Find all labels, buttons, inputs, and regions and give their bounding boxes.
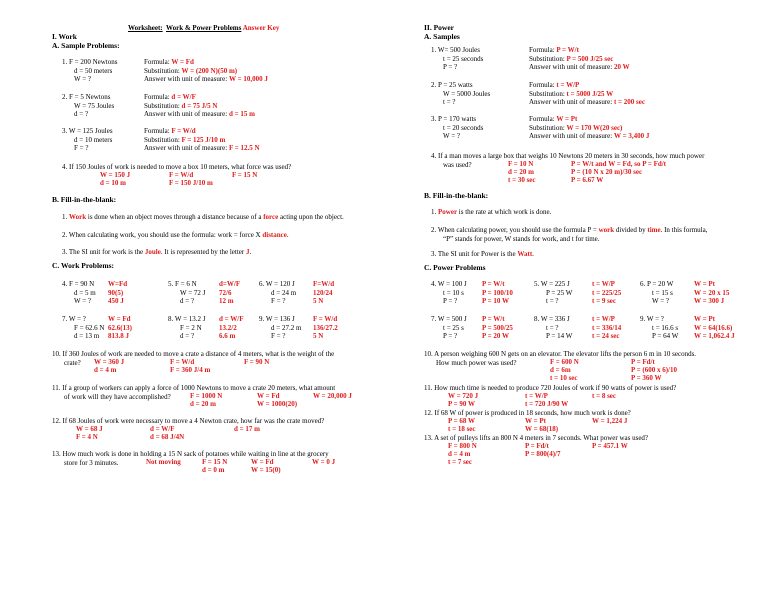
power-question-4: 4. If a man moves a large box that weighs 10 Newtons 20 meters in 30 seconds, how much power was used?	[431, 152, 705, 169]
work-q13-answer: F = 15 N	[202, 458, 228, 466]
power-q4-answer: d = 20 m	[508, 168, 534, 176]
work-answer-9: F = W/d 136/27.2 5 N	[313, 315, 338, 340]
power-sample-1-solution: Formula: P = W/t Substitution: P = 500 J/25 sec Answer with unit of measure: 20 W	[529, 46, 630, 71]
work-question-10: 10. If 360 Joules of work are needed to move a crate a distance of 4 meters, what is the weight of the crate?	[52, 350, 335, 367]
work-sample-1-given: 1. F = 200 Newtons d = 50 meters W = ?	[62, 58, 118, 83]
work-q12-answer: W = 68 J	[76, 425, 103, 433]
work-q4-answer: d = 10 m	[100, 179, 126, 187]
work-q10-answer: F = 360 J/4 m	[170, 366, 211, 374]
work-q4-answer: F = W/d	[169, 171, 194, 179]
work-fill-3: 3. The SI unit for work is the Joule. It is represented by the letter J.	[62, 248, 252, 256]
power-samples-heading: A. Samples	[424, 32, 460, 41]
section-power-heading: II. Power	[424, 23, 454, 32]
power-q10-answer: d = 6m	[550, 366, 571, 374]
work-q12-answer: F = 4 N	[76, 433, 98, 441]
power-problem-4: 4. W = 100 J t = 10 s P = ?	[431, 280, 467, 305]
work-q4-answer: F = 15 N	[232, 171, 258, 179]
work-answer-8: d = W/F 13.2/2 6.6 m	[219, 315, 244, 340]
work-sample-2-given: 2. F = 5 Newtons W = 75 Joules d = ?	[62, 93, 115, 118]
work-fill-2: 2. When calculating work, you should use the formula: work = force X distance.	[62, 231, 289, 239]
power-fill-3: 3. The SI unit for Power is the Watt.	[431, 250, 534, 258]
power-fill-heading: B. Fill-in-the-blank:	[424, 191, 489, 200]
power-sample-2-solution: Formula: t = W/P Substitution: t = 5000 J/25 W Answer with unit of measure: t = 200 sec	[529, 81, 645, 106]
work-problem-7: 7. W = ? F = 62.6 N d = 13 m	[62, 315, 105, 340]
power-question-11: 11. How much time is needed to produce 720 Joules of work if 90 watts of power is used?	[424, 384, 677, 392]
work-q10-answer: d = 4 m	[94, 366, 117, 374]
power-q11-answer: t = 8 sec	[592, 392, 617, 400]
power-q12-answer: t = 18 sec	[448, 425, 476, 433]
work-q13-answer: W = 0 J	[312, 458, 336, 466]
power-q13-answer: P = 457.1 W	[592, 442, 628, 450]
work-answer-5: d=W/F 72/6 12 m	[219, 280, 241, 305]
power-fill-2: 2. When calculating power, you should use the formula P = work divided by time. In this formula, “P” stands for power, W stands for work, and t for time.	[431, 226, 708, 243]
power-q10-answer: t = 10 sec	[550, 374, 578, 382]
power-answer-5: t = W/P t = 225/25 t = 9 sec	[592, 280, 622, 305]
power-q11-answer: t = 720 J/90 W	[525, 400, 569, 408]
power-q12-answer: W = 1,224 J	[592, 417, 628, 425]
power-problem-8: 8. W = 336 J t = ? P = 14 W	[534, 315, 573, 340]
power-q11-answer: t = W/P	[525, 392, 548, 400]
power-q4-answer: t = 30 sec	[508, 176, 536, 184]
power-q13-answer: P = Fd/t	[525, 442, 549, 450]
work-q11-answer: W = 1000(20)	[257, 400, 298, 408]
work-problem-8: 8. W = 13.2 J F = 2 N d = ?	[168, 315, 206, 340]
work-fill-1: 1. Work is done when an object moves through a distance because of a force acting upon the object.	[62, 213, 344, 221]
work-problem-4: 4. F = 90 N d = 5 m W = ?	[62, 280, 96, 305]
power-problem-7: 7. W = 500 J t = 25 s P = ?	[431, 315, 467, 340]
work-q13-answer: W = Fd	[251, 458, 274, 466]
work-sample-3-solution: Formula: F = W/d Substitution: F = 125 J/10 m Answer with unit of measure: F = 12.5 N	[144, 127, 260, 152]
power-q11-answer: P = 90 W	[448, 400, 476, 408]
work-q13-answer: Not moving	[146, 458, 181, 466]
work-question-11: 11. If a group of workers can apply a force of 1000 Newtons to move a crate 20 meters, what amount of work will they have accomplished?	[52, 384, 336, 401]
power-q4-answer: P = (10 N x 20 m)/30 sec	[571, 168, 643, 176]
power-q10-answer: P = 360 W	[631, 374, 662, 382]
power-problems-heading: C. Power Problems	[424, 263, 486, 272]
work-problem-5: 5. F = 6 N W = 72 J d = ?	[168, 280, 206, 305]
work-q13-answer: d = 0 m	[202, 466, 225, 474]
work-question-13: 13. How much work is done in holding a 15 N sack of potatoes while waiting in line at the grocery store for 3 minutes.	[52, 450, 329, 467]
work-q13-answer: W = 15(0)	[251, 466, 281, 474]
work-q11-answer: d = 20 m	[190, 400, 216, 408]
power-answer-7: P = W/t P = 500/25 P = 20 W	[482, 315, 513, 340]
power-q10-answer: F = 600 N	[550, 358, 579, 366]
power-sample-3-given: 3. P = 170 watts t = 20 seconds W = ?	[431, 115, 484, 140]
power-question-12: 12. If 68 W of power is produced in 18 seconds, how much work is done?	[424, 409, 631, 417]
work-q12-answer: d = 17 m	[234, 425, 260, 433]
work-q11-answer: W = Fd	[257, 392, 280, 400]
work-sample-1-solution: Formula: W = Fd Substitution: W = (200 N)(50 m) Answer with unit of measure: W = 10,000 J	[144, 58, 268, 83]
power-q11-answer: W = 720 J	[448, 392, 479, 400]
work-question-12: 12. If 68 Joules of work were necessary to move a 4 Newton crate, how far was the crate moved?	[52, 417, 325, 425]
section-work-heading: I. Work	[52, 32, 77, 41]
power-q4-answer: P = 6.67 W	[571, 176, 604, 184]
power-q4-answer: P = W/t and W = Fd, so P = Fd/t	[571, 160, 667, 168]
power-q13-answer: t = 7 sec	[448, 458, 473, 466]
power-answer-8: t = W/P t = 336/14 t = 24 sec	[592, 315, 622, 340]
power-answer-4: P = W/t P = 100/10 P = 10 W	[482, 280, 513, 305]
work-samples-heading: A. Sample Problems:	[52, 41, 120, 50]
work-problem-6: 6. W = 120 J d = 24 m F = ?	[259, 280, 297, 305]
work-fill-heading: B. Fill-in-the-blank:	[52, 195, 117, 204]
power-problem-9: 9. W = ? t = 16.6 s P = 64 W	[640, 315, 679, 340]
work-problem-9: 9. W = 136 J d = 27.2 m F = ?	[259, 315, 302, 340]
power-sample-2-given: 2. P = 25 watts W = 5000 Joules t = ?	[431, 81, 491, 106]
work-q12-answer: d = W/F	[150, 425, 175, 433]
power-question-13: 13. A set of pulleys lifts an 800 N 4 meters in 7 seconds. What power was used?	[424, 434, 649, 442]
power-q13-answer: P = 800(4)/7	[525, 450, 561, 458]
power-q10-answer: P = (600 x 6)/10	[631, 366, 677, 374]
power-question-10: 10. A person weighing 600 N gets on an elevator. The elevator lifts the person 6 m in 10 seconds. How much power was used?	[424, 350, 697, 367]
power-q12-answer: W = Pt	[525, 417, 546, 425]
work-q11-answer: F = 1000 N	[190, 392, 223, 400]
power-problem-5: 5. W = 225 J P = 25 W t = ?	[534, 280, 573, 305]
power-problem-6: 6. P = 20 W t = 15 s W = ?	[640, 280, 674, 305]
work-q4-answer: F = 150 J/10 m	[169, 179, 213, 187]
work-sample-3-given: 3. W = 125 Joules d = 10 meters F = ?	[62, 127, 113, 152]
work-q10-answer: F = 90 N	[244, 358, 270, 366]
work-q11-answer: W = 20,000 J	[313, 392, 352, 400]
power-q10-answer: P = Fd/t	[631, 358, 655, 366]
work-answer-4: W=Fd 90(5) 450 J	[108, 280, 128, 305]
power-answer-9: W = Pt W = 64(16.6) W = 1,062.4 J	[694, 315, 735, 340]
power-q13-answer: d = 4 m	[448, 450, 471, 458]
work-problems-heading: C. Work Problems:	[52, 261, 115, 270]
power-answer-6: W = Pt W = 20 x 15 W = 300 J	[694, 280, 730, 305]
power-q4-answer: F = 10 N	[508, 160, 534, 168]
power-sample-1-given: 1. W= 500 Joules t = 25 seconds P = ?	[431, 46, 484, 71]
work-answer-6: F=W/d 120/24 5 N	[313, 280, 335, 305]
work-q10-answer: F = W/d	[170, 358, 195, 366]
work-q12-answer: d = 68 J/4N	[150, 433, 185, 441]
work-q10-answer: W = 360 J	[94, 358, 125, 366]
work-answer-7: W = Fd 62.6(13) 813.8 J	[108, 315, 132, 340]
power-q12-answer: P = 68 W	[448, 417, 476, 425]
power-q13-answer: F = 800 N	[448, 442, 477, 450]
power-q12-answer: W = 68(18)	[525, 425, 559, 433]
power-fill-1: 1. Power is the rate at which work is done.	[431, 208, 552, 216]
work-sample-2-solution: Formula: d = W/F Substitution: d = 75 J/5 N Answer with unit of measure: d = 15 m	[144, 93, 255, 118]
work-q4-answer: W = 150 J	[100, 171, 131, 179]
work-question-4: 4. If 150 Joules of work is needed to move a box 10 meters, what force was used?	[62, 163, 292, 171]
page-title: Worksheet: Work & Power Problems Answer Key	[128, 24, 280, 32]
power-sample-3-solution: Formula: W = Pt Substitution: W = 170 W(20 sec) Answer with unit of measure: W = 3,400 J	[529, 115, 650, 140]
